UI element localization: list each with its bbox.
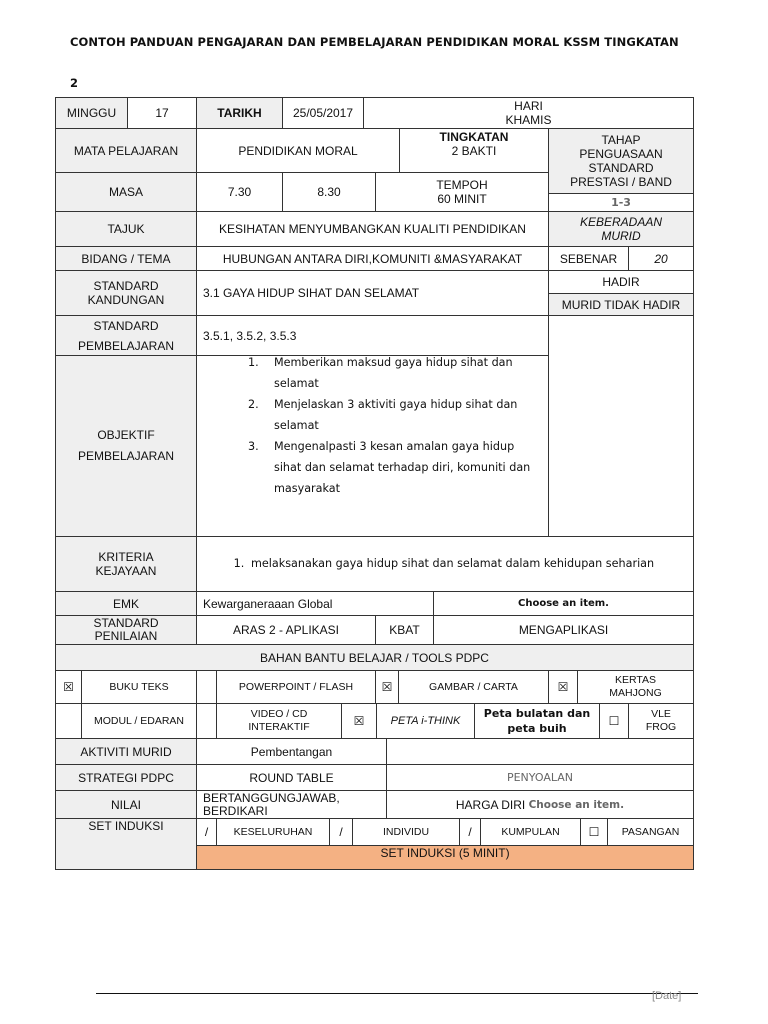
- individu-label: INDIVIDU: [352, 818, 460, 846]
- nilai-line-2: BERDIKARI: [203, 803, 268, 818]
- gambar-checkbox[interactable]: ☒: [375, 670, 399, 704]
- tempoh-cell[interactable]: [375, 172, 549, 212]
- emk-label: EMK: [55, 591, 197, 616]
- sp-label-line-2: PEMBELAJARAN: [77, 338, 175, 353]
- masa-start[interactable]: 7.30: [196, 172, 283, 212]
- tingkatan-cell[interactable]: [399, 128, 549, 173]
- buku-teks-checkbox[interactable]: ☒: [55, 670, 82, 704]
- hari-label: HARI: [514, 99, 543, 113]
- standard-kandungan-label: [55, 270, 197, 316]
- kumpulan-checkbox[interactable]: /: [459, 818, 481, 846]
- murid-tidak-hadir-label: MURID TIDAK HADIR: [548, 293, 694, 316]
- minggu-label: MINGGU: [55, 97, 128, 129]
- aras-value[interactable]: ARAS 2 - APLIKASI: [196, 615, 376, 645]
- nilai-label: NILAI: [55, 790, 197, 819]
- buku-teks-label: BUKU TEKS: [81, 670, 197, 704]
- nilai-value-2[interactable]: [386, 790, 694, 819]
- sp-label-line-1: STANDARD: [93, 318, 159, 333]
- footer-divider: [96, 993, 698, 994]
- objektif-item-line: selamat: [274, 377, 319, 390]
- objektif-item-num: 1.: [248, 356, 259, 369]
- title-line-2: 2: [70, 76, 79, 90]
- peta-ithink-checkbox[interactable]: ☒: [341, 703, 377, 739]
- pasangan-label: PASANGAN: [607, 818, 694, 846]
- tahap-penguasaan-label: [548, 128, 694, 194]
- kertas-line-2: MAHJONG: [609, 687, 662, 699]
- objektif-item: [248, 394, 543, 436]
- kumpulan-label: KUMPULAN: [480, 818, 581, 846]
- murid-tidak-hadir-value[interactable]: [548, 315, 694, 537]
- individu-checkbox[interactable]: /: [329, 818, 353, 846]
- kertas-mahjong-checkbox[interactable]: ☒: [548, 670, 578, 704]
- penilaian-label-line-2: PENILAIAN: [94, 629, 158, 643]
- penilaian-label-line-1: STANDARD: [93, 616, 159, 630]
- video-line-1: VIDEO / CD: [250, 708, 308, 720]
- footer-date: [Date]: [652, 990, 682, 1002]
- bidang-value[interactable]: HUBUNGAN ANTARA DIRI,KOMUNITI &MASYARAKAT: [196, 246, 549, 271]
- objektif-label: [55, 355, 197, 537]
- emk-value[interactable]: Kewarganeraaan Global: [196, 591, 434, 616]
- standard-penilaian-label: [55, 615, 197, 645]
- modul-checkbox[interactable]: [55, 703, 82, 739]
- set-induksi-label: SET INDUKSI: [55, 818, 197, 870]
- kbat-value[interactable]: MENGAPLIKASI: [433, 615, 694, 645]
- tingkatan-value: 2 BAKTI: [451, 144, 497, 158]
- kriteria-label-line-2: KEJAYAAN: [95, 564, 157, 578]
- objektif-item: [248, 352, 543, 394]
- video-label: [216, 703, 342, 739]
- vle-frog-label: [628, 703, 694, 739]
- tingkatan-label: TINGKATAN: [439, 130, 509, 144]
- bidang-label: BIDANG / TEMA: [55, 246, 197, 271]
- kriteria-value[interactable]: [196, 536, 694, 592]
- aktiviti-murid-extra[interactable]: [386, 738, 694, 765]
- objektif-item-num: 3.: [248, 440, 259, 453]
- standard-kandungan-value[interactable]: 3.1 GAYA HIDUP SIHAT DAN SELAMAT: [196, 270, 549, 316]
- tahap-line-4: PRESTASI / BAND: [570, 175, 672, 189]
- peta-ithink-label: PETA i-THINK: [376, 703, 475, 739]
- modul-label: MODUL / EDARAN: [81, 703, 197, 739]
- tempoh-value: 60 MINIT: [437, 192, 487, 206]
- objektif-label-line-1: OBJEKTIF: [97, 428, 155, 442]
- sebenar-label: SEBENAR: [548, 246, 629, 271]
- tarikh-value[interactable]: 25/05/2017: [282, 97, 364, 129]
- band-value[interactable]: 1-3: [548, 193, 694, 212]
- kriteria-label: [55, 536, 197, 592]
- tajuk-label: TAJUK: [55, 211, 197, 247]
- sebenar-value[interactable]: 20: [628, 246, 694, 271]
- tahap-line-3: STANDARD: [588, 161, 654, 175]
- keseluruhan-checkbox[interactable]: /: [196, 818, 217, 846]
- objektif-label-line-2: PEMBELAJARAN: [77, 449, 175, 463]
- tempoh-label: TEMPOH: [436, 178, 488, 192]
- objektif-list: [248, 352, 543, 499]
- set-induksi-banner: SET INDUKSI (5 MINIT): [196, 845, 694, 870]
- document-title: [70, 22, 710, 104]
- title-line-1: CONTOH PANDUAN PENGAJARAN DAN PEMBELAJARAN PENDIDIKAN MORAL KSSM TINGKATAN: [70, 35, 679, 49]
- vle-line-1: VLE: [651, 708, 671, 720]
- nilai-choose-dropdown[interactable]: Choose an item.: [528, 798, 625, 811]
- masa-label: MASA: [55, 172, 197, 212]
- emk-choose-dropdown[interactable]: Choose an item.: [433, 591, 694, 616]
- minggu-value[interactable]: 17: [127, 97, 197, 129]
- objektif-item: [248, 436, 543, 499]
- tarikh-label: TARIKH: [196, 97, 283, 129]
- peta-line-1: Peta bulatan dan: [483, 707, 591, 720]
- sk-label-line-2: KANDUNGAN: [87, 293, 165, 307]
- kriteria-text: melaksanakan gaya hidup sihat dan selamat dalam kehidupan seharian: [251, 557, 655, 570]
- peta-line-2: peta buih: [507, 722, 567, 735]
- objektif-item-line: masyarakat: [274, 482, 341, 495]
- aktiviti-murid-value[interactable]: Pembentangan: [196, 738, 387, 765]
- objektif-item-line: Memberikan maksud gaya hidup sihat dan: [274, 356, 513, 369]
- vle-frog-checkbox[interactable]: ☐: [599, 703, 629, 739]
- hari-value: KHAMIS: [505, 113, 552, 127]
- objektif-item-line: Menjelaskan 3 aktiviti gaya hidup sihat dan: [274, 398, 518, 411]
- hadir-label: HADIR: [548, 270, 694, 294]
- mata-pelajaran-label: MATA PELAJARAN: [55, 128, 197, 173]
- objektif-item-line: Mengenalpasti 3 kesan amalan gaya hidup: [274, 440, 515, 453]
- tajuk-value[interactable]: KESIHATAN MENYUMBANGKAN KUALITI PENDIDIKAN: [196, 211, 549, 247]
- standard-pembelajaran-label: [55, 315, 197, 356]
- sk-label-line-1: STANDARD: [93, 279, 159, 293]
- strategi-pdpc-value[interactable]: ROUND TABLE: [196, 764, 387, 791]
- tahap-line-2: PENGUASAAN: [579, 147, 663, 161]
- kriteria-label-line-1: KRITERIA: [98, 550, 154, 564]
- mata-pelajaran-value[interactable]: PENDIDIKAN MORAL: [196, 128, 400, 173]
- masa-end[interactable]: 8.30: [282, 172, 376, 212]
- aktiviti-murid-label: AKTIVITI MURID: [55, 738, 197, 765]
- kriteria-num: 1.: [233, 557, 245, 570]
- bbb-header: BAHAN BANTU BELAJAR / TOOLS PDPC: [55, 644, 694, 671]
- harga-diri-text: HARGA DIRI: [455, 797, 526, 812]
- objektif-item-num: 2.: [248, 398, 259, 411]
- nilai-value[interactable]: [196, 790, 387, 819]
- nilai-line-1: BERTANGGUNGJAWAB,: [203, 790, 340, 805]
- kbat-label: KBAT: [375, 615, 434, 645]
- objektif-item-line: selamat: [274, 419, 319, 432]
- video-line-2: INTERAKTIF: [248, 721, 310, 733]
- peta-bulatan-value[interactable]: [474, 703, 600, 739]
- standard-pembelajaran-value[interactable]: 3.5.1, 3.5.2, 3.5.3: [196, 315, 549, 356]
- strategi-pdpc-label: STRATEGI PDPC: [55, 764, 197, 791]
- pasangan-checkbox[interactable]: ☐: [580, 818, 608, 846]
- kertas-mahjong-label: [577, 670, 694, 704]
- objektif-item-line: sihat dan selamat terhadap diri, komuniti dan: [274, 461, 531, 474]
- hari-cell[interactable]: [363, 97, 694, 129]
- strategi-pdpc-value-2[interactable]: PENYOALAN: [386, 764, 694, 791]
- powerpoint-label: POWERPOINT / FLASH: [216, 670, 376, 704]
- keseluruhan-label: KESELURUHAN: [216, 818, 330, 846]
- gambar-label: GAMBAR / CARTA: [398, 670, 549, 704]
- tahap-line-1: TAHAP: [601, 133, 641, 147]
- keberadaan-murid-label: [548, 211, 694, 247]
- keberadaan-line-1: KEBERADAAN: [579, 215, 663, 229]
- video-checkbox[interactable]: [196, 703, 217, 739]
- powerpoint-checkbox[interactable]: [196, 670, 217, 704]
- keberadaan-line-2: MURID: [601, 229, 641, 243]
- vle-line-2: FROG: [645, 721, 677, 733]
- kertas-line-1: KERTAS: [614, 674, 657, 686]
